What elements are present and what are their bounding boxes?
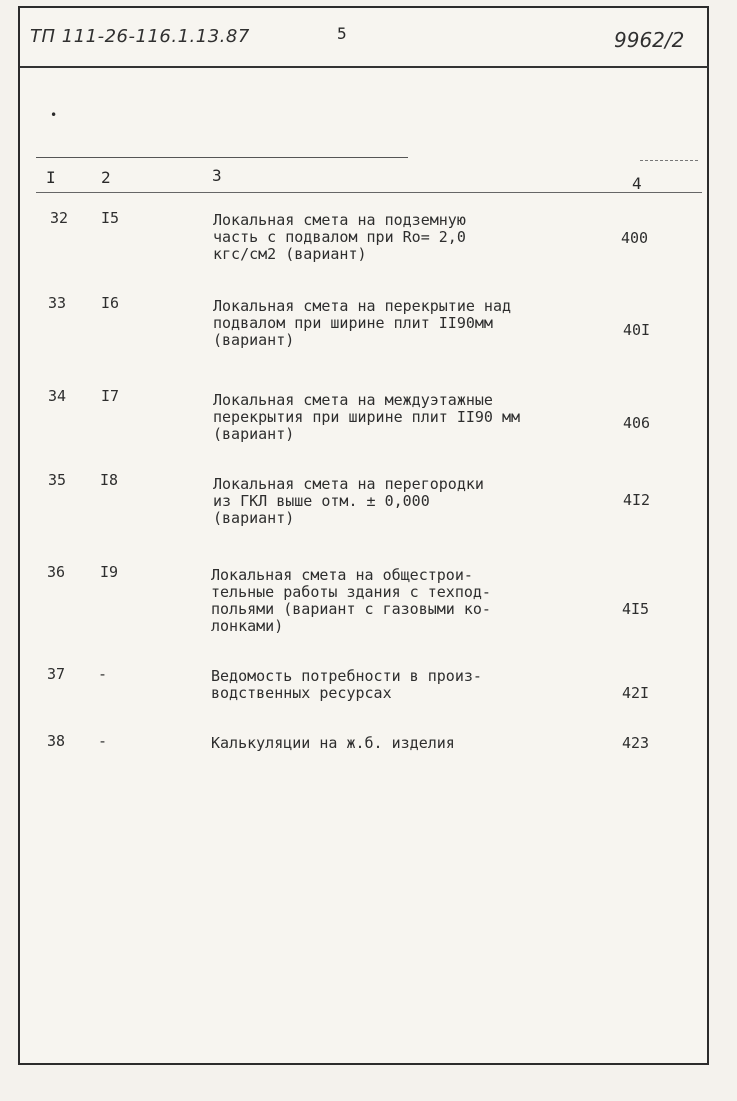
table-row-ref: - xyxy=(98,732,108,750)
table-row-number: 33 xyxy=(48,294,67,312)
header-divider xyxy=(20,66,709,68)
table-top-rule-right xyxy=(640,160,698,161)
table-row-description: Локальная смета на подземную часть с подвалом при Ro= 2,0 кгс/см2 (вариант) xyxy=(213,211,466,263)
table-row-number: 37 xyxy=(47,665,66,683)
table-row-description: Локальная смета на перегородки из ГКЛ выше отм. ± 0,000 (вариант) xyxy=(213,475,484,527)
table-row-description: Ведомость потребности в произ- водственных ресурсах xyxy=(211,667,482,702)
table-row-number: 35 xyxy=(48,471,67,489)
table-row-description: Локальная смета на общестрои- тельные работы здания с техпод- польями (вариант с газовыми ко- лонками) xyxy=(211,566,491,635)
table-row-ref: I6 xyxy=(101,294,120,312)
column-header-3: 3 xyxy=(212,166,222,185)
table-row-number: 36 xyxy=(47,563,66,581)
table-row-ref: I5 xyxy=(101,209,120,227)
table-row-page: 4I5 xyxy=(622,600,650,618)
document-code: ТП 111-26-116.1.13.87 xyxy=(30,26,250,47)
column-header-2: 2 xyxy=(101,168,111,187)
table-row-ref: I7 xyxy=(101,387,120,405)
table-row-number: 32 xyxy=(50,209,69,227)
table-row-description: Локальная смета на междуэтажные перекрытия при ширине плит II90 мм (вариант) xyxy=(213,391,521,443)
table-row-number: 34 xyxy=(48,387,67,405)
table-row-page: 423 xyxy=(622,734,650,752)
archive-number: 9962/2 xyxy=(614,28,685,52)
table-header-rule xyxy=(36,192,702,193)
column-header-1: I xyxy=(46,168,56,187)
document-sheet xyxy=(18,6,709,1065)
table-row-page: 4I2 xyxy=(623,491,651,509)
table-row-description: Локальная смета на перекрытие над подвалом при ширине плит II90мм (вариант) xyxy=(213,297,512,349)
table-row-description: Калькуляции на ж.б. изделия xyxy=(211,734,455,752)
table-row-ref: - xyxy=(98,665,108,683)
table-row-ref: I9 xyxy=(100,563,119,581)
table-top-rule xyxy=(36,157,408,158)
table-row-page: 40I xyxy=(623,321,651,339)
page-number: 5 xyxy=(337,24,347,43)
table-row-page: 406 xyxy=(623,414,651,432)
table-row-number: 38 xyxy=(47,732,66,750)
table-row-ref: I8 xyxy=(100,471,119,489)
table-row-page: 42I xyxy=(622,684,650,702)
table-row-page: 400 xyxy=(621,229,649,247)
ink-speck: • xyxy=(50,108,58,122)
column-header-4: 4 xyxy=(632,174,642,193)
